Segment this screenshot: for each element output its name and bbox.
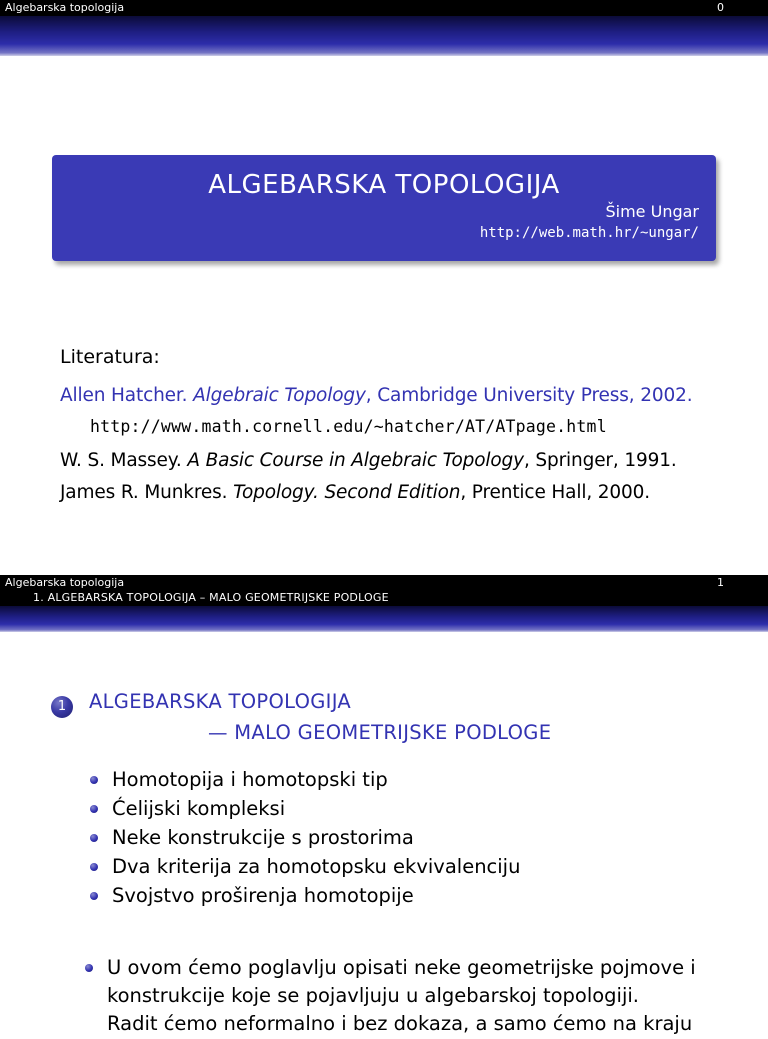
toc-item[interactable] xyxy=(112,854,520,883)
slide-header xyxy=(0,575,768,591)
hatcher-url[interactable]: http://www.math.cornell.edu/~hatcher/AT/ATpage.html xyxy=(90,417,607,436)
bullet-icon xyxy=(90,863,98,871)
bullet-icon xyxy=(90,834,98,842)
reference-publisher: , Cambridge University Press, 2002. xyxy=(365,385,693,406)
reference-title: Algebraic Topology xyxy=(193,385,366,406)
reference-massey xyxy=(60,450,677,471)
toc-item[interactable] xyxy=(112,767,520,796)
toc-item-label: Svojstvo proširenja homotopije xyxy=(112,884,414,907)
reference-author: W. S. Massey. xyxy=(60,450,188,471)
bullet-icon xyxy=(85,964,93,972)
slide-subheader xyxy=(0,591,768,606)
body-text: Radit ćemo neformalno i bez dokaza, a samo ćemo na kraju xyxy=(107,1012,693,1035)
author-name: Šime Ungar xyxy=(605,202,699,221)
toc-item-label: Neke konstrukcije s prostorima xyxy=(112,826,414,849)
slide-number: 0 xyxy=(717,1,724,14)
subheader-text: 1. ALGEBARSKA TOPOLOGIJA – MALO GEOMETRIJSKE PODLOGE xyxy=(33,591,389,604)
body-text: U ovom ćemo poglavlju opisati neke geometrijske pojmove i xyxy=(107,956,696,979)
reference-hatcher[interactable] xyxy=(60,385,692,406)
slide-number: 1 xyxy=(717,576,724,589)
section-number-badge: 1 xyxy=(51,696,73,718)
toc-item-label: Ćelijski kompleksi xyxy=(112,797,286,820)
reference-author: James R. Munkres. xyxy=(60,482,234,503)
header-gradient-bar xyxy=(0,606,768,632)
toc-item[interactable] xyxy=(112,883,520,912)
section-title-line1: ALGEBARSKA TOPOLOGIJA xyxy=(89,690,352,713)
body-text: konstrukcije koje se pojavljuju u algebarskoj topologiji. xyxy=(107,984,640,1007)
literature-label: Literatura: xyxy=(60,346,160,368)
reference-title: Topology. Second Edition xyxy=(233,482,461,503)
reference-title: A Basic Course in Algebraic Topology xyxy=(187,450,524,471)
toc-item[interactable] xyxy=(112,825,520,854)
body-paragraph xyxy=(107,955,696,1039)
body-line xyxy=(107,955,696,983)
reference-publisher: , Springer, 1991. xyxy=(523,450,677,471)
bullet-icon xyxy=(90,805,98,813)
reference-munkres xyxy=(60,482,650,503)
slide-header xyxy=(0,0,768,16)
reference-publisher: , Prentice Hall, 2000. xyxy=(460,482,651,503)
bullet-icon xyxy=(90,892,98,900)
toc-item-label: Homotopija i homotopski tip xyxy=(112,768,388,791)
body-line xyxy=(107,983,696,1011)
body-line xyxy=(107,1011,696,1039)
header-title: Algebarska topologija xyxy=(5,1,125,14)
bullet-icon xyxy=(90,776,98,784)
author-url[interactable]: http://web.math.hr/~ungar/ xyxy=(479,225,699,241)
title-box xyxy=(52,155,716,261)
toc-item-label: Dva kriterija za homotopsku ekvivalenciju xyxy=(112,855,521,878)
section-toc xyxy=(112,767,520,912)
reference-author: Allen Hatcher. xyxy=(60,385,194,406)
section-title-line2: — MALO GEOMETRIJSKE PODLOGE xyxy=(208,721,552,744)
header-gradient-bar xyxy=(0,16,768,56)
header-title: Algebarska topologija xyxy=(5,576,125,589)
toc-item[interactable] xyxy=(112,796,520,825)
presentation-title: ALGEBARSKA TOPOLOGIJA xyxy=(208,170,560,200)
